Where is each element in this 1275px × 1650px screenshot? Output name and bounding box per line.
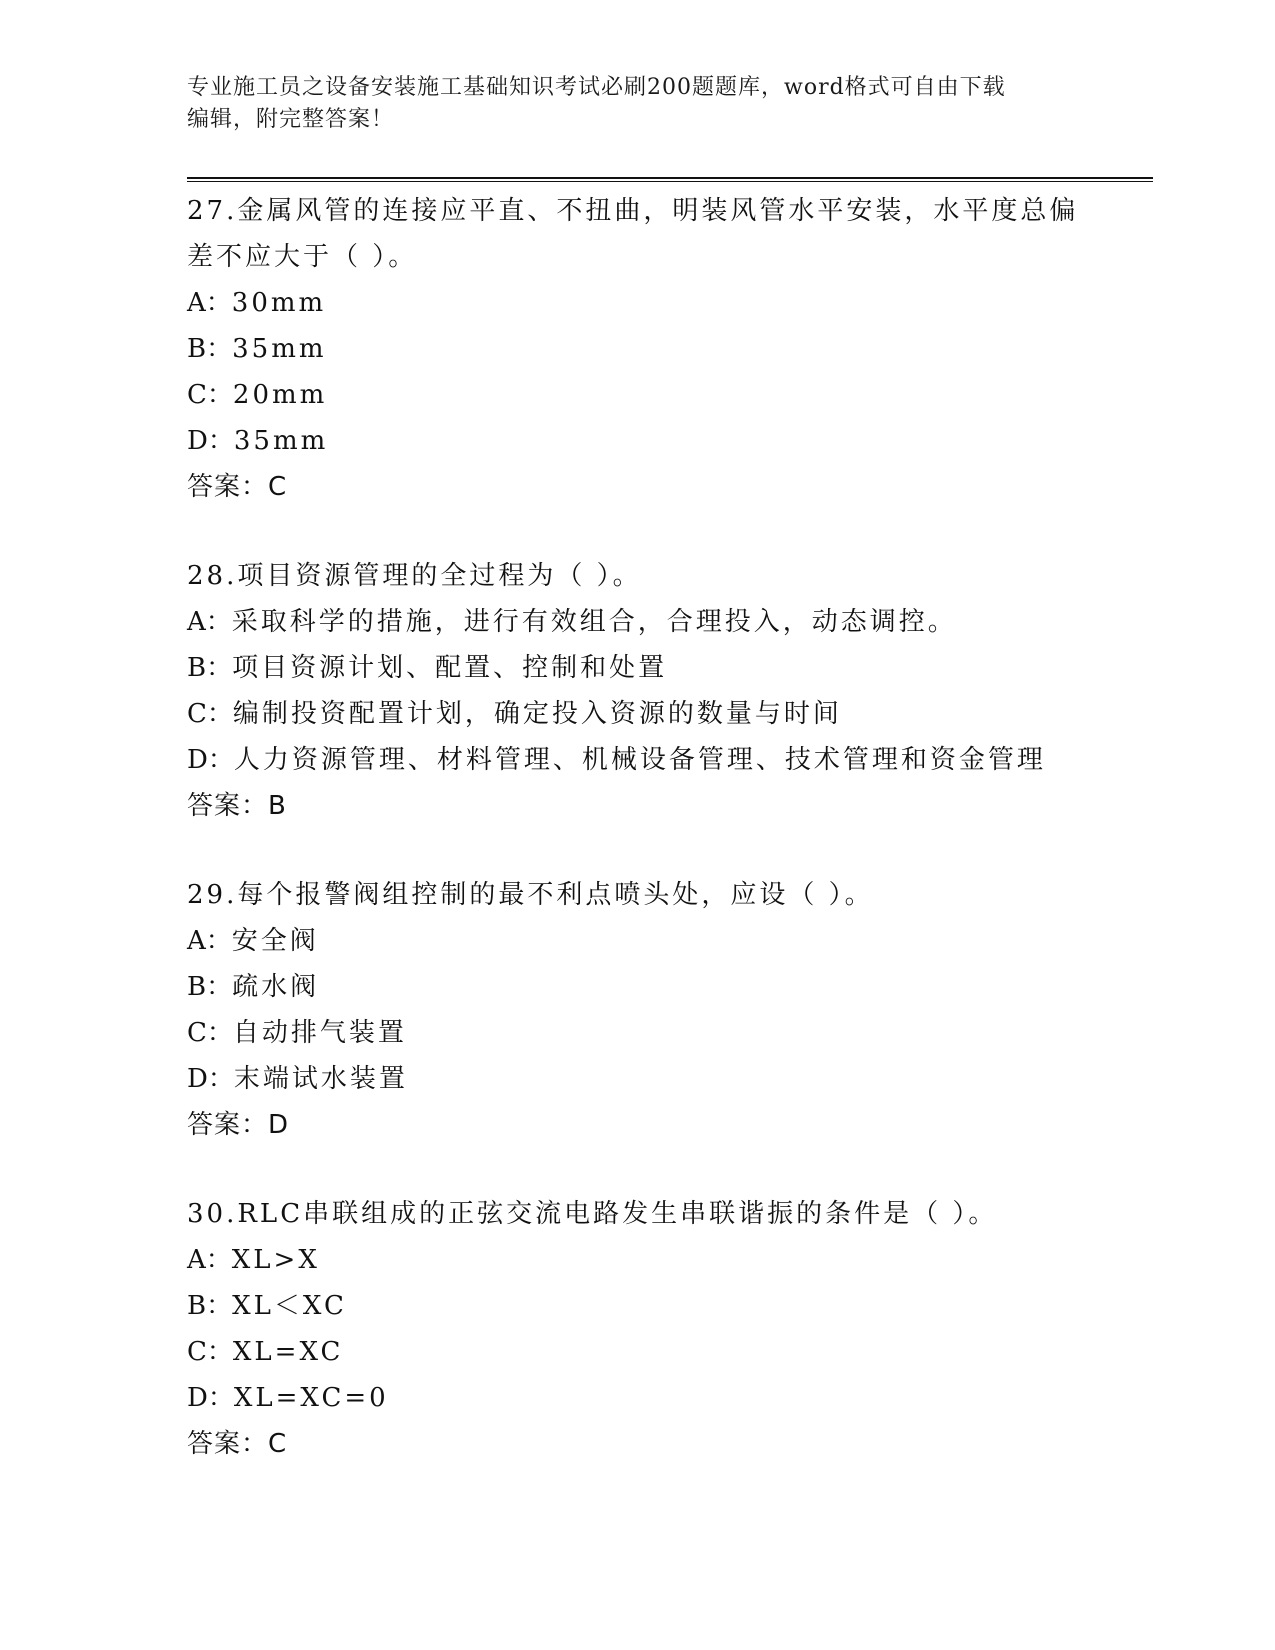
- option-text: 安全阀: [231, 926, 319, 956]
- option-letter: C：: [187, 1337, 233, 1367]
- option-letter: A：: [187, 607, 232, 637]
- option-text: XL=XC=0: [233, 1383, 389, 1413]
- option-text: 自动排气装置: [232, 1018, 407, 1048]
- answer-line: 答案：B: [187, 791, 287, 821]
- option-letter: B：: [187, 653, 233, 683]
- option-text: 末端试水装置: [233, 1064, 408, 1094]
- option-text: 20mm: [232, 380, 328, 410]
- option-b: [187, 1283, 1087, 1329]
- header-line-1: 专业施工员之设备安装施工基础知识考试必刷200题题库，word格式可自由下载: [187, 75, 1006, 100]
- option-letter: D：: [187, 745, 234, 775]
- question-29: [187, 872, 1087, 1148]
- option-letter: C：: [187, 699, 233, 729]
- option-a: [187, 918, 1087, 964]
- option-c: [187, 1329, 1087, 1375]
- question-stem: 27.金属风管的连接应平直、不扭曲，明装风管水平安装，水平度总偏: [187, 196, 1079, 226]
- question-27: [187, 188, 1087, 510]
- option-b: [187, 326, 1087, 372]
- option-c: [187, 1010, 1087, 1056]
- option-letter: C：: [187, 1018, 233, 1048]
- answer-line: 答案：C: [187, 472, 288, 502]
- option-text: XL=XC: [232, 1337, 344, 1367]
- option-text: XL>X: [231, 1245, 320, 1275]
- question-28: [187, 553, 1087, 829]
- header-divider-thick: [187, 177, 1153, 179]
- document-header: [187, 72, 1067, 136]
- question-stem: 30.RLC串联组成的正弦交流电路发生串联谐振的条件是（ ）。: [187, 1199, 998, 1229]
- option-a: [187, 1237, 1087, 1283]
- option-c: [187, 372, 1087, 418]
- option-letter: D：: [187, 426, 234, 456]
- option-text: XL＜XC: [232, 1291, 347, 1321]
- option-d: [187, 737, 1087, 783]
- option-text: 编制投资配置计划，确定投入资源的数量与时间: [232, 699, 842, 729]
- answer-line: 答案：D: [187, 1110, 290, 1140]
- option-c: [187, 691, 1087, 737]
- question-stem-continued: 差不应大于（ ）。: [187, 242, 418, 272]
- option-letter: B：: [187, 334, 233, 364]
- option-letter: A：: [187, 926, 232, 956]
- option-text: 35mm: [233, 426, 329, 456]
- option-d: [187, 1375, 1087, 1421]
- option-a: [187, 280, 1087, 326]
- option-text: 30mm: [231, 288, 327, 318]
- option-letter: A：: [187, 288, 232, 318]
- option-text: 人力资源管理、材料管理、机械设备管理、技术管理和资金管理: [233, 745, 1046, 775]
- option-letter: C：: [187, 380, 233, 410]
- option-text: 35mm: [232, 334, 327, 364]
- option-letter: B：: [187, 972, 233, 1002]
- option-letter: D：: [187, 1064, 234, 1094]
- option-a: [187, 599, 1087, 645]
- option-d: [187, 1056, 1087, 1102]
- option-letter: A：: [187, 1245, 232, 1275]
- option-text: 采取科学的措施，进行有效组合，合理投入，动态调控。: [231, 607, 957, 637]
- question-stem: 28.项目资源管理的全过程为（ ）。: [187, 561, 642, 591]
- question-30: [187, 1191, 1087, 1467]
- option-letter: B：: [187, 1291, 233, 1321]
- option-letter: D：: [187, 1383, 234, 1413]
- question-stem: 29.每个报警阀组控制的最不利点喷头处，应设（ ）。: [187, 880, 874, 910]
- option-d: [187, 418, 1087, 464]
- header-line-2: 编辑，附完整答案！: [187, 107, 395, 132]
- header-divider-thin: [187, 181, 1153, 182]
- option-text: 疏水阀: [232, 972, 320, 1002]
- answer-line: 答案：C: [187, 1429, 288, 1459]
- option-b: [187, 964, 1087, 1010]
- option-text: 项目资源计划、配置、控制和处置: [232, 653, 668, 683]
- option-b: [187, 645, 1087, 691]
